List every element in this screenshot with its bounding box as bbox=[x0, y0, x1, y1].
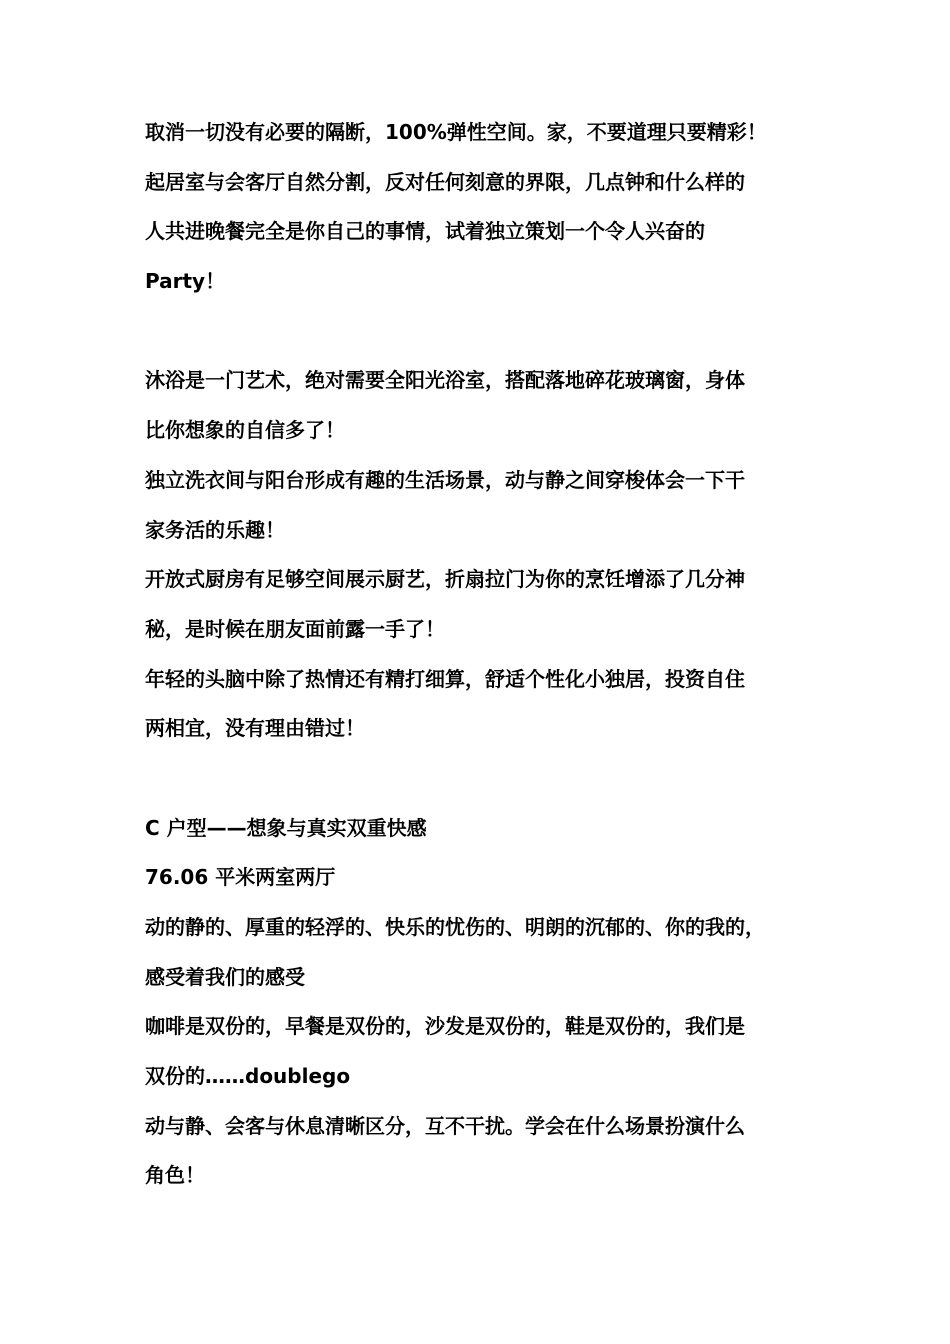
unit-area-line: 76.06 平米两室两厅 bbox=[145, 865, 336, 890]
text-line: 角色！ bbox=[145, 1163, 205, 1188]
blank-line bbox=[145, 754, 815, 804]
section-heading: C 户型——想象与真实双重快感 bbox=[145, 815, 427, 840]
text-line: 咖啡是双份的，早餐是双份的，沙发是双份的，鞋是双份的，我们是 bbox=[145, 1014, 745, 1039]
text-line: 沐浴是一门艺术，绝对需要全阳光浴室，搭配落地碎花玻璃窗，身体 bbox=[145, 368, 745, 393]
text-line: 两相宜，没有理由错过！ bbox=[145, 716, 365, 741]
text-line: 动与静、会客与休息清晰区分，互不干扰。学会在什么场景扮演什么 bbox=[145, 1113, 745, 1138]
text-line: 比你想象的自信多了！ bbox=[145, 418, 345, 443]
text-line: 动的静的、厚重的轻浮的、快乐的忧伤的、明朗的沉郁的、你的我的， bbox=[145, 915, 765, 939]
text-line: 人共进晚餐完全是你自己的事情，试着独立策划一个令人兴奋的 bbox=[145, 219, 705, 244]
text-line: Party！ bbox=[145, 269, 226, 294]
text-line: 家务活的乐趣！ bbox=[145, 517, 285, 542]
text-line: 年轻的头脑中除了热情还有精打细算，舒适个性化小独居，投资自住 bbox=[145, 666, 745, 691]
text-line: 双份的……doublego bbox=[145, 1064, 351, 1089]
text-line: 独立洗衣间与阳台形成有趣的生活场景，动与静之间穿梭体会一下干 bbox=[145, 467, 745, 492]
text-line: 开放式厨房有足够空间展示厨艺，折扇拉门为你的烹饪增添了几分神 bbox=[145, 567, 745, 592]
text-line: 感受着我们的感受 bbox=[145, 964, 305, 989]
document-body bbox=[145, 108, 815, 1201]
blank-line bbox=[145, 307, 815, 357]
text-line: 秘，是时候在朋友面前露一手了！ bbox=[145, 616, 445, 641]
text-line: 起居室与会客厅自然分割，反对任何刻意的界限，几点钟和什么样的 bbox=[145, 169, 745, 194]
text-line: 取消一切没有必要的隔断，100%弹性空间。家，不要道理只要精彩！ bbox=[145, 120, 767, 144]
